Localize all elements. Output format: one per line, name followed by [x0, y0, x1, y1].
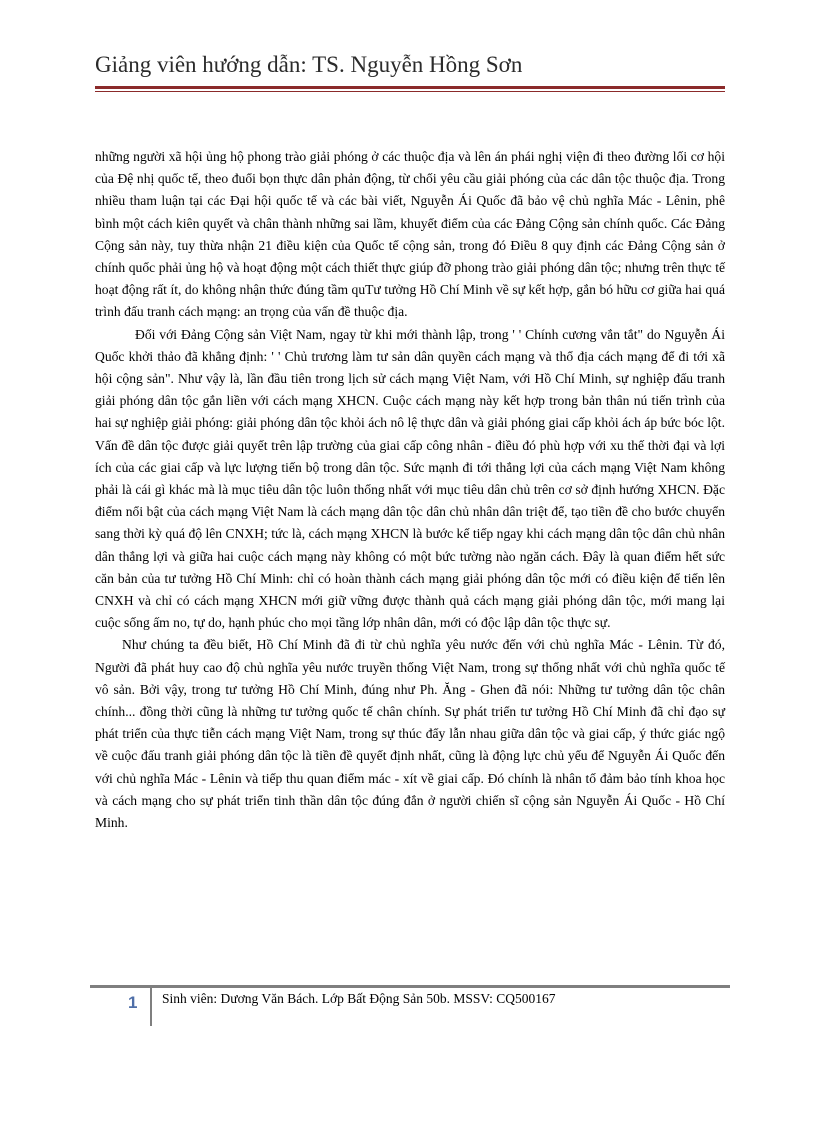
- document-body: [95, 146, 725, 834]
- page-header: [95, 48, 725, 98]
- paragraph-2: Đối với Đảng Cộng sản Việt Nam, ngay từ khi mới thành lập, trong ' ' Chính cương vắn tắt" do Nguyễn Ái Quốc khởi thảo đã khẳng định: ' ' Chủ trương làm tư sản dân quyền cách mạng và thổ địa cách mạng để đi tới xã hội cộng sản". Như vậy là, lần đầu tiên trong lịch sử cách mạng Việt Nam, với Hồ Chí Minh, sự nghiệp đấu tranh giải phóng dân tộc gắn liền với cách mạng XHCN. Cuộc cách mạng này kết hợp trong bản thân nú tiến trình của hai sự nghiệp giải phóng: giải phóng dân tộc khỏi ách nô lệ thực dân và giải phóng giai cấp khỏi ách áp bức bóc lột. Vấn đề dân tộc được giải quyết trên lập trường của giai cấp công nhân - điều đó phù hợp với xu thế thời đại và lợi ích của các giai cấp và lực lượng tiến bộ trong dân tộc. Sức mạnh đi tới thắng lợi của cách mạng Việt Nam không phải là cái gì khác mà là mục tiêu dân tộc luôn thống nhất với mục tiêu dân chủ trên cơ sở định hướng XHCN. Đặc điểm nổi bật của cách mạng Việt Nam là cách mạng dân tộc dân chủ nhân dân triệt để, tạo tiền đề cho bước chuyển sang thời kỳ quá độ lên CNXH; tức là, cách mạng XHCN là bước kế tiếp ngay khi cách mạng dân tộc dân chủ nhân dân thắng lợi và giữa hai cuộc cách mạng này không có một bức tường nào ngăn cách. Đây là quan điểm hết sức căn bản của tư tưởng Hồ Chí Minh: chỉ có hoàn thành cách mạng giải phóng dân tộc mới có điều kiện để tiến lên CNXH và chỉ có cách mạng XHCN mới giữ vững được thành quả cách mạng giải phóng dân tộc, mới mang lại cuộc sống ấm no, tự do, hạnh phúc cho mọi tầng lớp nhân dân, mới có độc lập dân tộc thực sự.: [95, 326, 725, 631]
- page-footer: [90, 985, 730, 1045]
- page-number: 1: [128, 993, 138, 1012]
- paragraph-3: Như chúng ta đều biết, Hồ Chí Minh đã đi từ chủ nghĩa yêu nước đến với chủ nghĩa Mác - Lênin. Từ đó, Người đã phát huy cao độ chủ nghĩa yêu nước truyền thống Việt Nam, trong sự thống nhất với chủ nghĩa quốc tế vô sản. Bởi vậy, trong tư tưởng Hồ Chí Minh, đúng như Ph. Ăng - Ghen đã nói: Những tư tưởng dân tộc chân chính... đồng thời cũng là những tư tưởng quốc tế chân chính. Sự phát triển tư tưởng Hồ Chí Minh đã chỉ đạo sự phát triển của thực tiễn cách mạng Việt Nam, trong sự thúc đẩy lẫn nhau giữa dân tộc và giai cấp, ý thức giác ngộ về cuộc đấu tranh giải phóng dân tộc là tiền đề quyết định nhất, cũng là động lực chủ yếu để Nguyễn Ái Quốc đến với chủ nghĩa Mác - Lênin và tiếp thu quan điểm mác - xít về giai cấp. Đó chính là nhân tố đảm bảo tính khoa học và cách mạng cho sự phát triển tinh thần dân tộc đúng đắn ở người chiến sĩ cộng sản Nguyễn Ái Quốc - Hồ Chí Minh.: [95, 637, 725, 831]
- paragraph-1: những người xã hội ủng hộ phong trào giải phóng ở các thuộc địa và lên án phái nghị viện đi theo đường lối cơ hội của Đệ nhị quốc tế, theo đuổi bọn thực dân phản động, từ chối yêu cầu giải phóng của các dân tộc thuộc địa. Trong nhiều tham luận tại các Đại hội quốc tế và các bài viết, Nguyễn Ái Quốc đã bảo vệ chủ nghĩa Mác - Lênin, phê bình một cách kiên quyết và chân thành những sai lầm, khuyết điểm của các Đảng Cộng sản chính quốc. Các Đảng Cộng sản này, tuy thừa nhận 21 điều kiện của Quốc tế cộng sản, trong đó Điều 8 quy định các Đảng Cộng sản ở chính quốc phải ủng hộ và hoạt động một cách thiết thực giúp đỡ phong trào giải phóng dân tộc; nhưng trên thực tế hoạt động rất ít, do không nhận thức đúng tầm quTư tưởng Hồ Chí Minh về sự kết hợp, gắn bó hữu cơ giữa hai quá trình đấu tranh cách mạng: an trọng của vấn đề thuộc địa.: [95, 149, 725, 320]
- header-rule-thin: [95, 91, 725, 92]
- student-info: Sinh viên: Dương Văn Bách. Lớp Bất Động Sản 50b. MSSV: CQ500167: [162, 991, 556, 1006]
- footer-divider: [150, 988, 152, 1026]
- footer-rule: [90, 985, 730, 988]
- header-rule-thick: [95, 86, 725, 89]
- header-title: Giảng viên hướng dẫn: TS. Nguyễn Hồng Sơn: [95, 52, 523, 77]
